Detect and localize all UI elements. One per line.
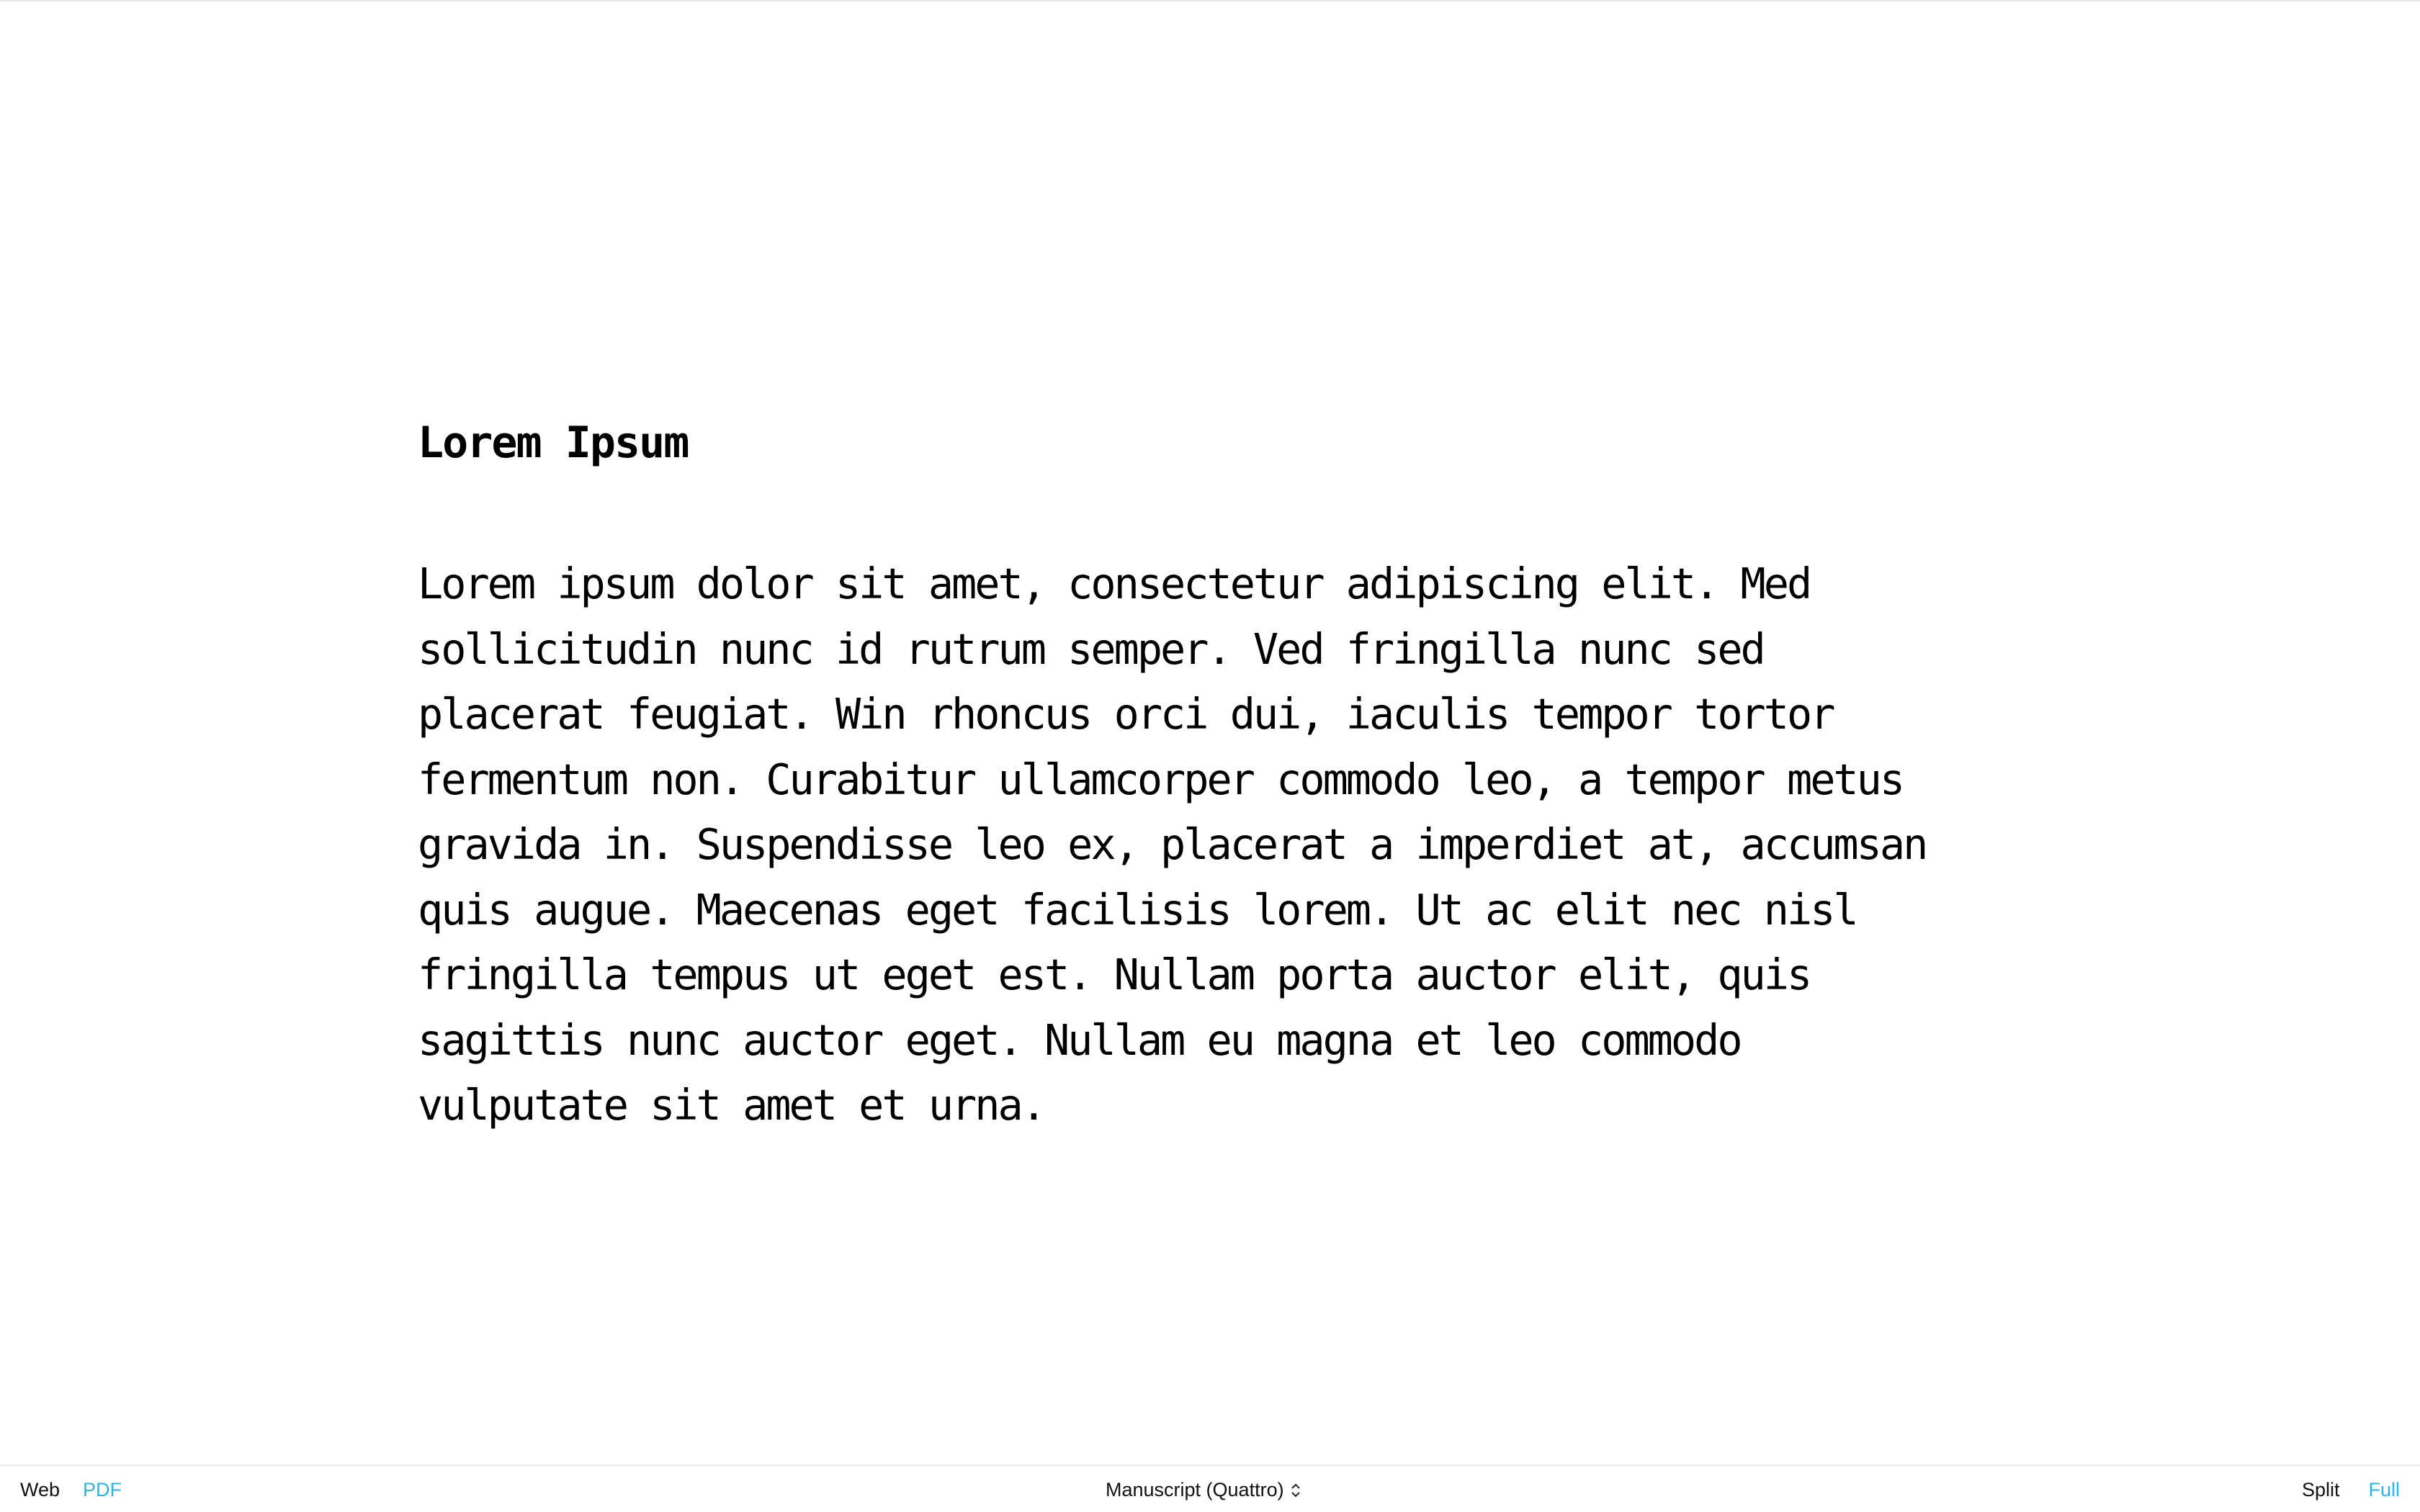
document-preview — [418, 410, 2017, 1138]
chevron-updown-icon — [1290, 1481, 1301, 1500]
document-title: Lorem Ipsum — [418, 418, 689, 468]
top-divider — [0, 0, 2420, 1]
layout-mode-split[interactable]: Split — [2301, 1479, 2340, 1500]
layout-mode-switch — [2302, 1479, 2400, 1501]
document-paragraph: Lorem ipsum dolor sit amet, consectetur adipiscing elit. Med sollicitudin nunc id rutrum semper. Ved fringilla nunc sed placerat feugiat. Win rhoncus orci dui, iaculis tempor tortor fermentum non. Curabitur ullamcorper commodo leo, a tempor metus gravida in. Suspendisse leo ex, placerat a imperdiet at, accumsan quis augue. Maecenas eget facilisis lorem. Ut ac elit nec nisl fringilla tempus ut eget est. Nullam porta auctor elit, quis sagittis nunc auctor eget. Nullam eu magna et leo commodo vulputate sit amet et urna. — [418, 559, 1927, 1130]
layout-mode-full[interactable]: Full — [2368, 1479, 2400, 1500]
preview-mode-pdf[interactable]: PDF — [83, 1479, 122, 1500]
template-selector[interactable] — [1106, 1479, 1301, 1501]
preview-mode-web[interactable]: Web — [20, 1479, 60, 1500]
preview-mode-switch — [20, 1479, 122, 1501]
bottom-toolbar — [0, 1464, 2420, 1512]
template-selector-value: Manuscript (Quattro) — [1106, 1479, 1284, 1500]
